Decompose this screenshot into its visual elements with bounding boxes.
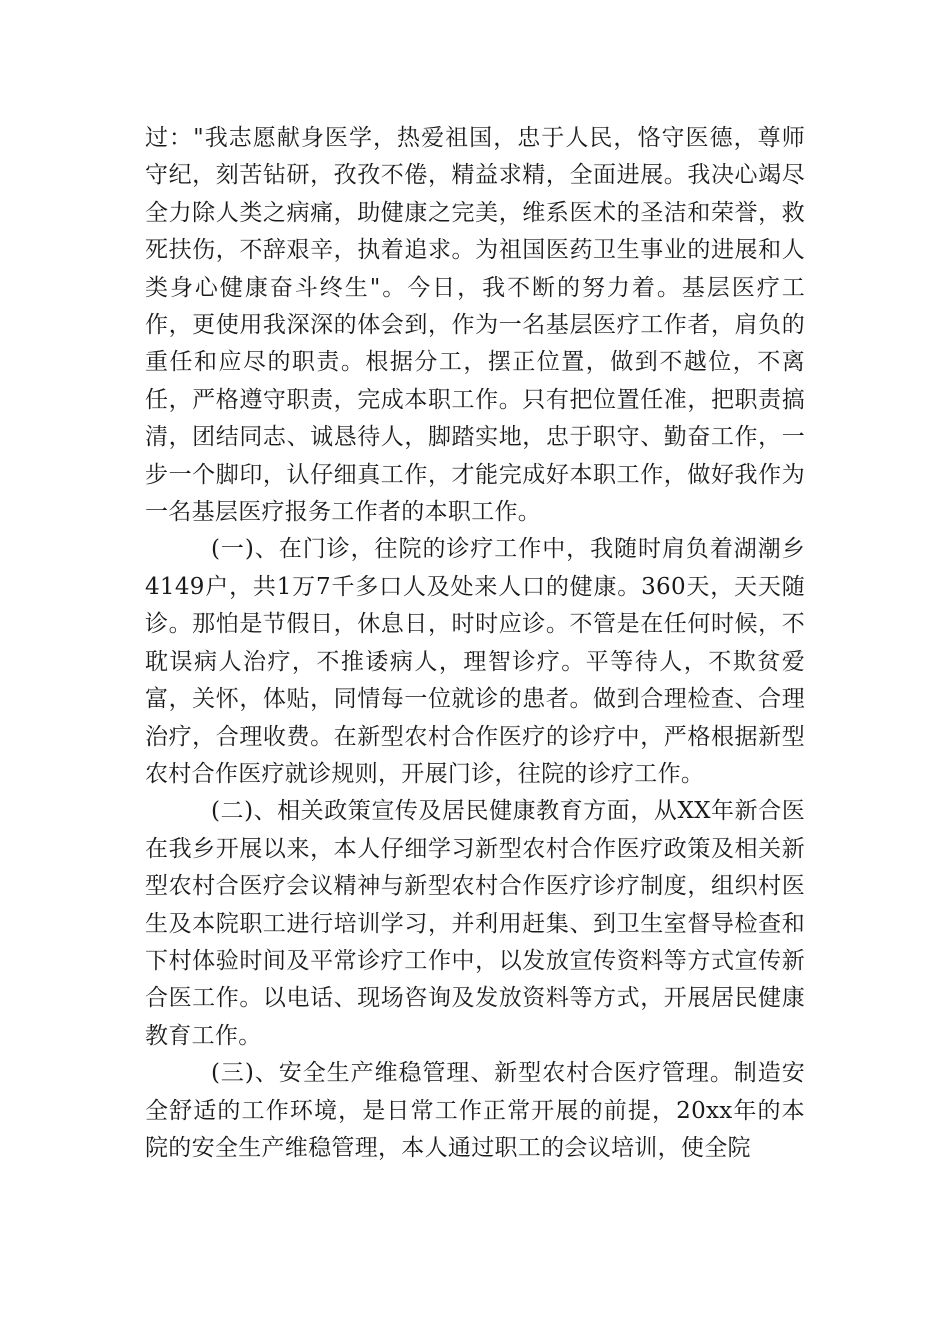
- paragraph-section-1: (一)、在门诊，往院的诊疗工作中，我随时肩负着湖潮乡4149户，共1万7千多口人及处来人口的健康。360天，天天随诊。那怕是节假日，休息日，时时应诊。不管是在任何时候，不耽误病人治疗，不推诿病人，理智诊疗。平等待人，不欺贫爱富，关怀，体贴，同情每一位就诊的患者。做到合理检查、合理治疗，合理收费。在新型农村合作医疗的诊疗中，严格根据新型农村合作医疗就诊规则，开展门诊，往院的诊疗工作。: [145, 536, 805, 787]
- paragraph-oath: 过："我志愿献身医学，热爱祖国，忠于人民，恪守医德，尊师守纪，刻苦钻研，孜孜不倦，精益求精，全面进展。我决心竭尽全力除人类之病痛，助健康之完美，维系医术的圣洁和荣誉，救死扶伤，不辞艰辛，执着追求。为祖国医药卫生事业的进展和人类身心健康奋斗终生"。今日，我不断的努力着。基层医疗工作，更使用我深深的体会到，作为一名基层医疗工作者，肩负的重任和应尽的职责。根据分工，摆正位置，做到不越位，不离任，严格遵守职责，完成本职工作。只有把位置任准，把职责搞清，团结同志、诚恳待人，脚踏实地，忠于职守、勤奋工作，一步一个脚印，认仔细真工作，才能完成好本职工作，做好我作为一名基层医疗报务工作者的本职工作。: [145, 125, 805, 526]
- paragraph-section-3: (三)、安全生产维稳管理、新型农村合医疗管理。制造安全舒适的工作环境，是日常工作正常开展的前提，20xx年的本院的安全生产维稳管理，本人通过职工的会议培训，使全院: [145, 1060, 805, 1161]
- paragraph-section-2: (二)、相关政策宣传及居民健康教育方面，从XX年新合医在我乡开展以来，本人仔细学习新型农村合作医疗政策及相关新型农村合医疗会议精神与新型农村合作医疗诊疗制度，组织村医生及本院职工进行培训学习，并利用赶集、到卫生室督导检查和下村体验时间及平常诊疗工作中，以发放宣传资料等方式宣传新合医工作。以电话、现场咨询及发放资料等方式，开展居民健康教育工作。: [145, 798, 805, 1049]
- document-body: [145, 120, 805, 1167]
